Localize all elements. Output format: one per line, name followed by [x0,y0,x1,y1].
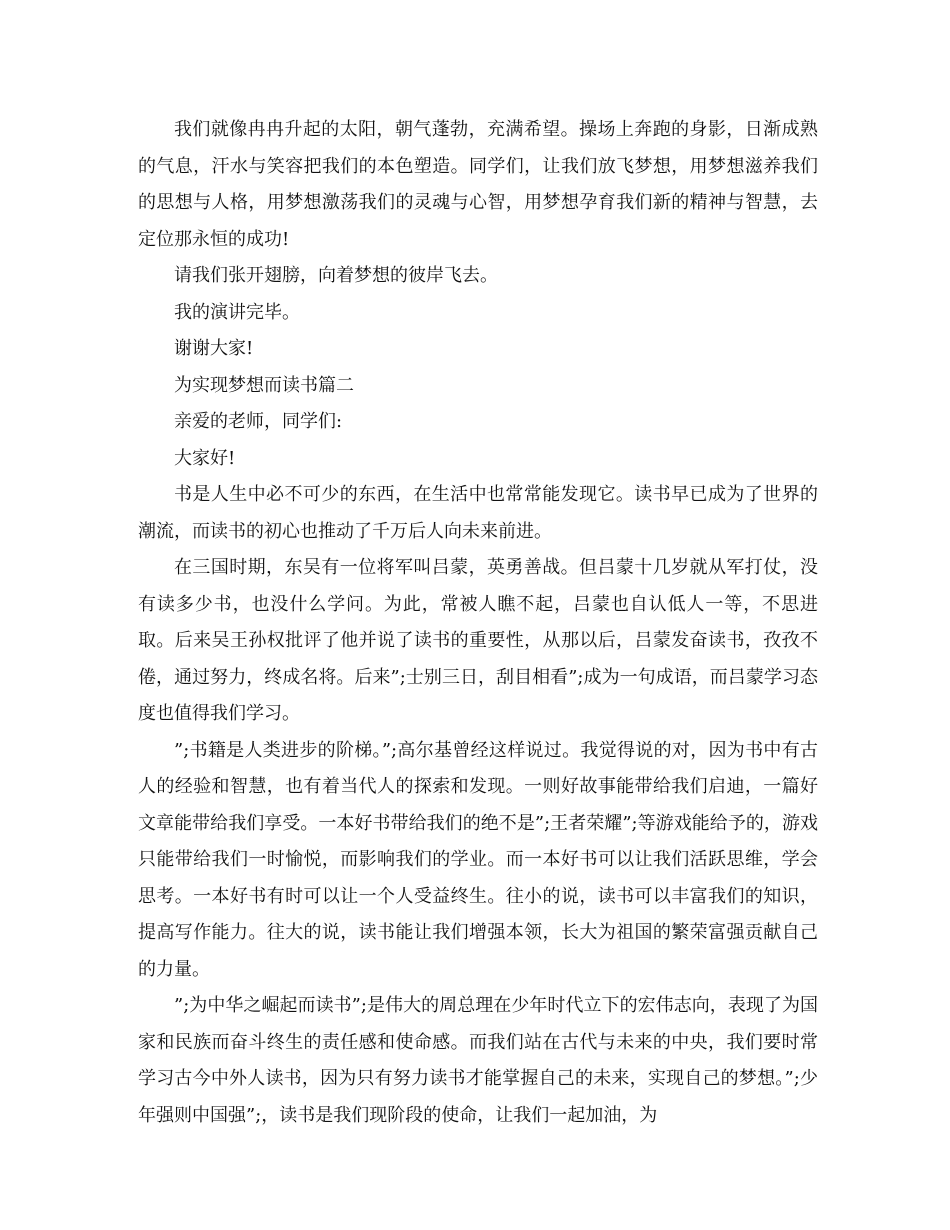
paragraph: 请我们张开翅膀，向着梦想的彼岸飞去。 [174,265,498,286]
paragraph: ”;书籍是人类进步的阶梯。”;高尔基曾经这样说过。我觉得说的对，因为书中有古人的经验和智慧，也有着当代人的探索和发现。一则好故事能带给我们启迪，一篇好文章能带给我们享受。一本好书带给我们的绝不是”;王者荣耀”;等游戏能给予的，游戏只能带给我们一时愉悦，而影响我们的学业。而一本好书可以让我们活跃思维，学会思考。一本好书有时可以让一个人受益终生。往小的说，读书可以丰富我们的知识，提高写作能力。往大的说，读书能让我们增强本领，长大为祖国的繁荣富强贡献自己的力量。 [138,739,818,980]
paragraph: 我们就像冉冉升起的太阳，朝气蓬勃，充满希望。操场上奔跑的身影，日渐成熟的气息，汗水与笑容把我们的本色塑造。同学们，让我们放飞梦想，用梦想滋养我们的思想与人格，用梦想激荡我们的灵魂与心智，用梦想孕育我们新的精神与智慧，去定位那永恒的成功! [138,119,818,250]
section-heading: 为实现梦想而读书篇二 [174,374,354,396]
paragraph: 我的演讲完毕。 [174,301,300,323]
paragraph: ”;为中华之崛起而读书”;是伟大的周总理在少年时代立下的宏伟志向，表现了为国家和民族而奋斗终生的责任感和使命感。而我们站在古代与未来的中央，我们要时常学习古今中外人读书，因为只有努力读书才能掌握自己的未来，实现自己的梦想。”;少年强则中国强”;，读书是我们现阶段的使命，让我们一起加油，为 [138,995,818,1126]
paragraph: 在三国时期，东吴有一位将军叫吕蒙，英勇善战。但吕蒙十几岁就从军打仗，没有读多少书，也没什么学问。为此，常被人瞧不起，吕蒙也自认低人一等，不思进取。后来吴王孙权批评了他并说了读书的重要性，从那以后，吕蒙发奋读书，孜孜不倦，通过努力，终成名将。后来”;士别三日，刮目相看”;成为一句成语，而吕蒙学习态度也值得我们学习。 [138,557,818,724]
paragraph: 谢谢大家! [174,338,254,359]
salutation: 亲爱的老师，同学们: [174,411,343,432]
greeting: 大家好! [174,447,236,469]
paragraph: 书是人生中必不可少的东西，在生活中也常常能发现它。读书早已成为了世界的潮流，而读书的初心也推动了千万后人向未来前进。 [138,484,818,542]
document-body [138,112,818,1134]
